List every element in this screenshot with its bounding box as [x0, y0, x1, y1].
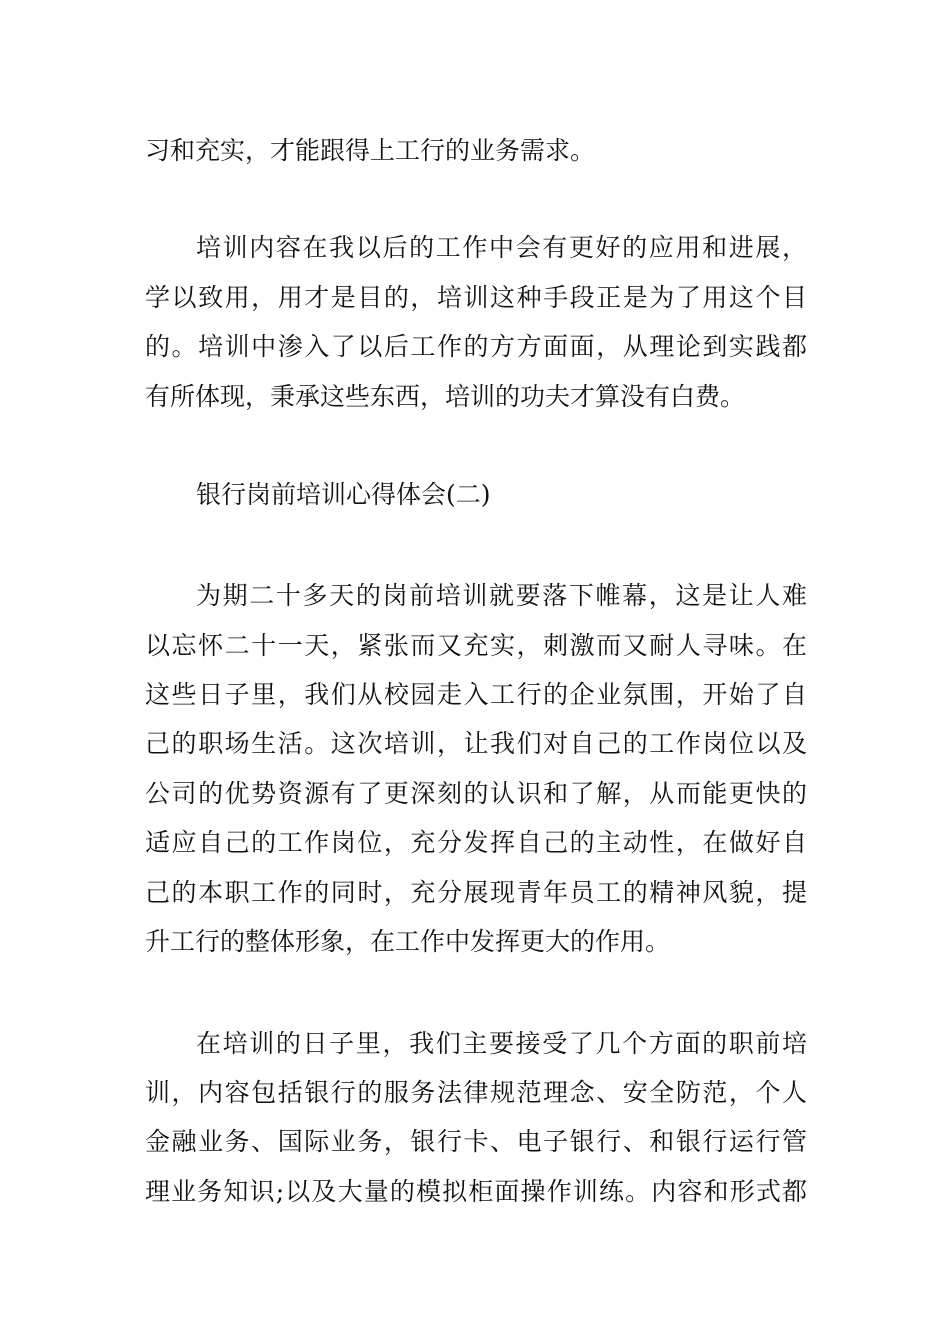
text-line: 有所体现，秉承这些东西，培训的功夫才算没有白费。 [145, 382, 746, 411]
text-line: 这些日子里，我们从校园走入工行的企业氛围，开始了自 [145, 680, 807, 709]
section-heading: 银行岗前培训心得体会(二) [196, 480, 491, 509]
text-line: 己的职场生活。这次培训，让我们对自己的工作岗位以及 [145, 729, 807, 758]
text-line: 习和充实，才能跟得上工行的业务需求。 [145, 136, 596, 165]
text-line: 公司的优势资源有了更深刻的认识和了解，从而能更快的 [145, 779, 807, 808]
text-line: 升工行的整体形象，在工作中发挥更大的作用。 [145, 927, 671, 956]
text-line: 适应自己的工作岗位，充分发挥自己的主动性，在做好自 [145, 828, 807, 857]
text-line: 学以致用，用才是目的，培训这种手段正是为了用这个目 [145, 283, 807, 312]
text-line: 在培训的日子里，我们主要接受了几个方面的职前培 [196, 1029, 807, 1058]
text-line: 以忘怀二十一天，紧张而又充实，刺激而又耐人寻味。在 [145, 631, 807, 660]
text-line: 的。培训中渗入了以后工作的方方面面，从理论到实践都 [145, 332, 807, 361]
text-line: 理业务知识;以及大量的模拟柜面操作训练。内容和形式都 [145, 1177, 807, 1206]
text-line: 为期二十多天的岗前培训就要落下帷幕，这是让人难 [196, 581, 807, 610]
text-line: 己的本职工作的同时，充分展现青年员工的精神风貌，提 [145, 878, 807, 907]
text-line: 培训内容在我以后的工作中会有更好的应用和进展， [196, 233, 807, 262]
text-line: 训，内容包括银行的服务法律规范理念、安全防范，个人 [145, 1078, 807, 1107]
text-line: 金融业务、国际业务，银行卡、电子银行、和银行运行管 [145, 1127, 807, 1156]
